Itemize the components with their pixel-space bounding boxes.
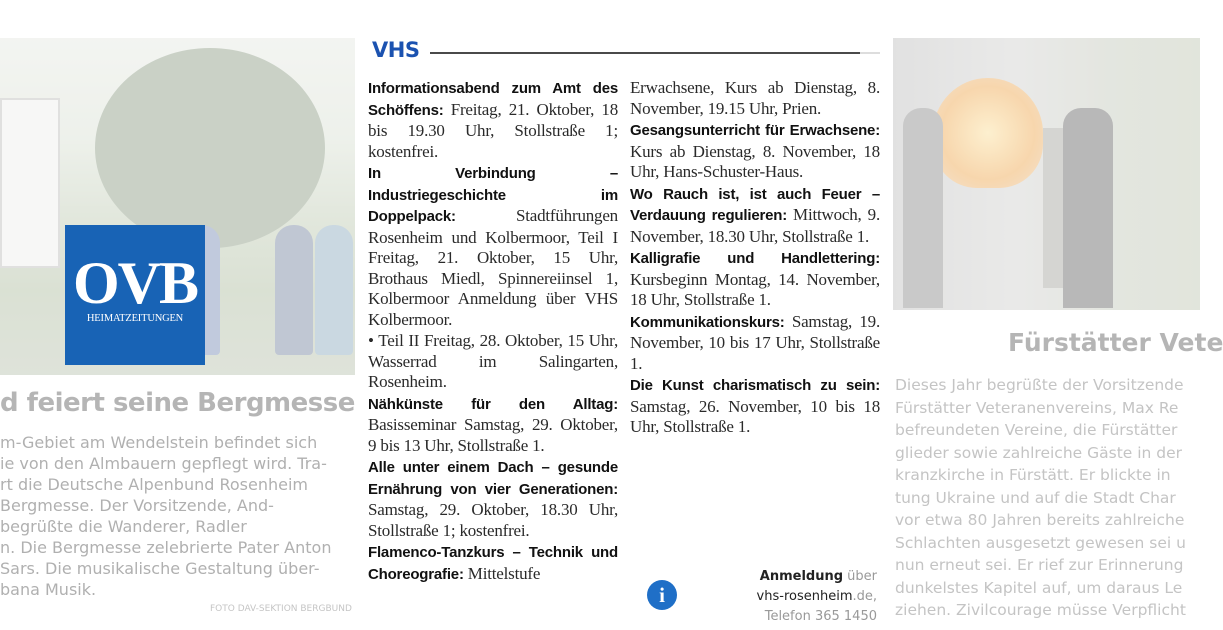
registration-label-rest: über bbox=[843, 569, 877, 584]
course-entry bbox=[368, 78, 618, 162]
vhs-column-2 bbox=[630, 78, 880, 439]
course-details: Kursbeginn Montag, 14. November, 18 Uhr, Stollstraße 1. bbox=[630, 269, 880, 309]
text-line: Dieses Jahr begrüßte der Vorsitzende bbox=[895, 376, 1184, 394]
phone-number: Telefon 365 1450 bbox=[764, 609, 877, 624]
text-line: ie von den Almbauern gepflegt wird. Tra- bbox=[0, 454, 327, 473]
course-details: Freitag, 21. Oktober, 18 bis 19.30 Uhr, Stollstraße 1; kostenfrei. bbox=[368, 99, 618, 161]
text-line: begrüßte die Wanderer, Radler bbox=[0, 517, 247, 536]
text-line: tung Ukraine und auf die Stadt Char bbox=[895, 488, 1176, 507]
course-details: Samstag, 19. November, 10 bis 17 Uhr, Stollstraße 1. bbox=[630, 311, 880, 373]
course-details: Stadtführungen Rosenheim und Kolbermoor, Teil I Freitag, 21. Oktober, 15 Uhr, Brothaus Miedl, Spinnereiinsel 1, Kolbermoor Anmeldung über VHS Kolbermoor. bbox=[368, 206, 618, 329]
text-line: Schlachten ausgesetzt gewesen sei u bbox=[895, 533, 1186, 552]
course-entry bbox=[368, 542, 618, 585]
text-line: glieder sowie zahlreiche Gäste in der bbox=[895, 443, 1183, 462]
right-article-title: Fürstätter Vete bbox=[1008, 328, 1223, 357]
website-link[interactable]: vhs-rosenheim bbox=[756, 589, 853, 604]
right-article-body bbox=[895, 374, 1200, 622]
course-details: Basisseminar Samstag, 29. Oktober, 9 bis 13 Uhr, Stollstraße 1. bbox=[368, 415, 618, 455]
logo-text: OVB bbox=[72, 250, 198, 316]
logo-subtext: HEIMATZEITUNGEN bbox=[86, 313, 184, 324]
course-entry bbox=[368, 331, 618, 393]
course-details: Mittwoch, 9. November, 18.30 Uhr, Stollstraße 1. bbox=[630, 205, 880, 246]
course-title: Die Kunst charismatisch zu sein: bbox=[630, 377, 880, 394]
course-entry bbox=[630, 375, 880, 438]
course-title: Kommunikationskurs: bbox=[630, 313, 785, 331]
photo-caption: FOTO DAV-SEKTION BERGBUND bbox=[210, 604, 352, 614]
text-line: ziehen. Zivilcourage müsse Verpflicht bbox=[895, 601, 1186, 619]
left-article-title: d feiert seine Bergmesse bbox=[0, 388, 355, 418]
course-entry bbox=[368, 457, 618, 541]
course-entry bbox=[368, 394, 618, 457]
course-entry bbox=[630, 78, 880, 119]
text-line: bana Musik. bbox=[0, 580, 97, 599]
text-line: vor etwa 80 Jahren bereits zahlreiche bbox=[895, 511, 1185, 529]
section-heading: VHS bbox=[372, 38, 420, 62]
vhs-column-1 bbox=[368, 78, 618, 586]
text-line: befreundeten Vereine, die Fürstätter bbox=[895, 421, 1178, 439]
course-title: Alle unter einem Dach – gesunde Ernährung von vier Generationen: bbox=[368, 459, 618, 498]
course-title: Wo Rauch ist, ist auch Feuer – Verdauung regulieren: bbox=[630, 185, 880, 224]
text-line: nun erneut sei. Er rief zur Erinnerung bbox=[895, 556, 1184, 574]
course-details: Samstag, 26. November, 10 bis 18 Uhr, Stollstraße 1. bbox=[630, 396, 880, 436]
text-line: Fürstätter Veteranenvereins, Max Re bbox=[895, 398, 1179, 417]
info-icon: i bbox=[647, 580, 677, 610]
ovb-logo bbox=[65, 225, 205, 365]
course-details: Erwachsene, Kurs ab Dienstag, 8. November, 19.15 Uhr, Prien. bbox=[630, 78, 880, 118]
text-line: rt die Deutsche Alpenbund Rosenheim bbox=[0, 475, 308, 494]
heading-rule bbox=[430, 52, 860, 54]
course-entry bbox=[368, 163, 618, 330]
website-tld: .de, bbox=[852, 589, 877, 604]
text-line: n. Die Bergmesse zelebrierte Pater Anton bbox=[0, 538, 332, 557]
course-title: Nähkünste für den Alltag: bbox=[368, 395, 618, 413]
course-details: Mittelstufe bbox=[463, 563, 541, 583]
text-line: Bergmesse. Der Vorsitzende, And- bbox=[0, 496, 274, 515]
veterans-photo bbox=[893, 38, 1200, 310]
text-line: m-Gebiet am Wendelstein befindet sich bbox=[0, 433, 318, 452]
heading-rule-end bbox=[860, 52, 880, 54]
course-entry bbox=[630, 248, 880, 311]
course-details: Kurs ab Dienstag, 8. November, 18 Uhr, Hans-Schuster-Haus. bbox=[630, 141, 880, 181]
course-title: In Verbindung – Industriegeschichte im Doppelpack: bbox=[368, 165, 618, 225]
course-title: Informationsabend zum Amt des Schöffens: bbox=[368, 80, 618, 119]
course-details: Samstag, 29. Oktober, 18.30 Uhr, Stollstraße 1; kostenfrei. bbox=[368, 500, 618, 540]
registration-info bbox=[757, 567, 877, 627]
course-title: Flamenco-Tanzkurs – Technik und Choreografie: bbox=[368, 544, 618, 583]
left-article-body bbox=[0, 432, 348, 600]
course-title: Kalligrafie und Handlettering: bbox=[630, 250, 880, 267]
course-details: • Teil II Freitag, 28. Oktober, 15 Uhr, Wasserrad im Salingarten, Rosenheim. bbox=[368, 331, 618, 391]
text-line: Sars. Die musikalische Gestaltung über- bbox=[0, 559, 320, 578]
course-entry bbox=[630, 120, 880, 183]
text-line: kranzkirche in Fürstätt. Er blickte in bbox=[895, 466, 1171, 484]
registration-label: Anmeldung bbox=[759, 569, 844, 584]
course-entry bbox=[630, 184, 880, 248]
course-title: Gesangsunterricht für Erwachsene: bbox=[630, 122, 880, 139]
text-line: dunkelstes Kapitel auf, um daraus Le bbox=[895, 578, 1183, 597]
course-entry bbox=[630, 312, 880, 375]
